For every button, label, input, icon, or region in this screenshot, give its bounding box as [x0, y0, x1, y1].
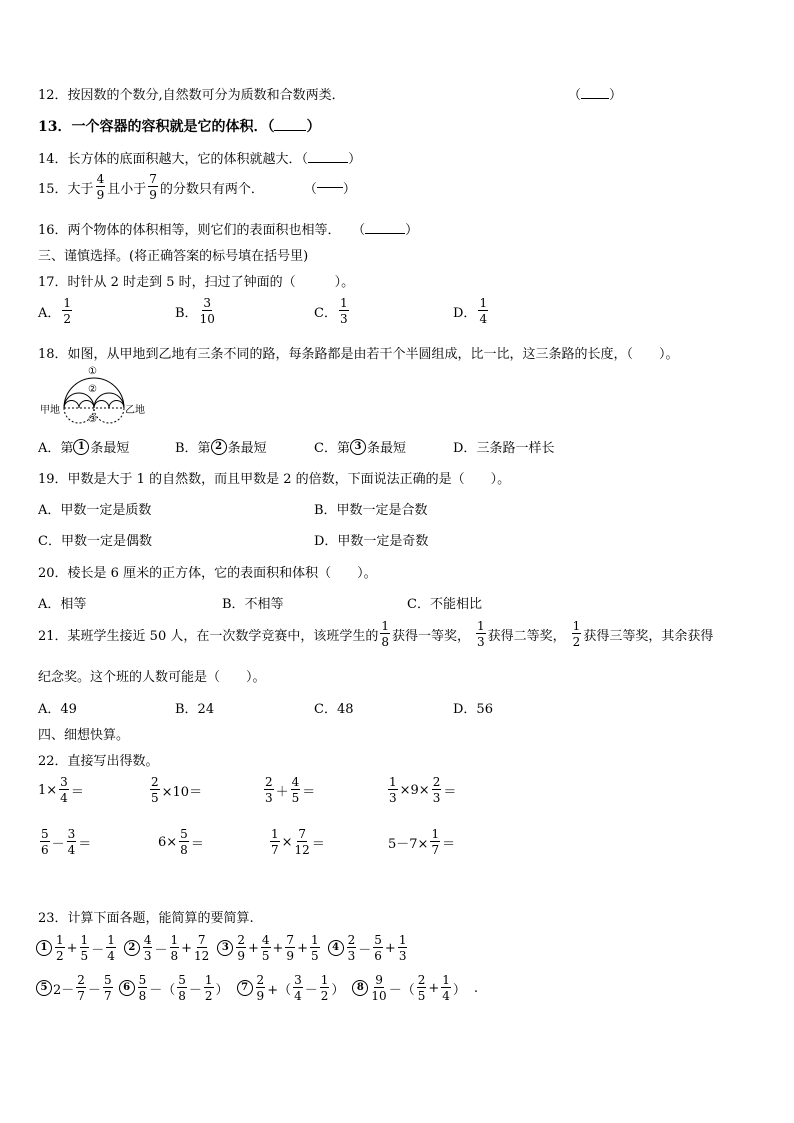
- question-22: [38, 750, 159, 769]
- option-c[interactable]: C．甲数一定是偶数: [38, 534, 152, 549]
- question-number: 17．: [38, 275, 68, 290]
- question-23: [38, 907, 254, 926]
- path-label-1: ①: [88, 366, 97, 377]
- question-number: 16．: [38, 223, 68, 238]
- question-17: [38, 271, 354, 290]
- question-number: 23．: [38, 911, 68, 926]
- option-d[interactable]: D．甲数一定是奇数: [314, 534, 429, 549]
- calc-22-3: $\frac{2}{3}$ ＋ $\frac{4}{5}$ ＝: [265, 775, 316, 805]
- question-number: 12．: [38, 88, 68, 103]
- question-16: 16．两个物体的体积相等，则它们的表面积也相等． （ ）: [38, 223, 419, 238]
- calc-22-2: $\frac{2}{5}$ ×10＝: [151, 775, 203, 805]
- calc-22-6: 6× $\frac{5}{8}$ ＝: [158, 827, 204, 857]
- calc-22-1: 1× $\frac{3}{4}$ ＝: [38, 775, 84, 805]
- answer-blank[interactable]: [274, 130, 306, 131]
- calc-22-5: $\frac{5}{6}$ － $\frac{3}{4}$ ＝: [41, 827, 92, 857]
- section-heading-4: 四、细想快算。: [38, 728, 130, 743]
- question-text: 直接写出得数。: [67, 754, 159, 769]
- question-text: 一个容器的容积就是它的体积．（: [71, 119, 275, 135]
- question-14: 14．长方体的底面积越大，它的体积就越大．（ ）: [38, 152, 362, 167]
- end-label: 乙地: [125, 405, 145, 416]
- question-number: 20．: [38, 566, 68, 581]
- path-label-3: ③: [88, 414, 97, 425]
- question-number: 22．: [38, 754, 68, 769]
- option-d[interactable]: D． $\frac{1}{4}$: [453, 296, 488, 326]
- option-c[interactable]: C． $\frac{1}{3}$: [314, 296, 348, 326]
- option-a[interactable]: A．49: [38, 702, 77, 717]
- question-19: [38, 468, 510, 487]
- option-b[interactable]: B．不相等: [222, 597, 284, 612]
- option-d[interactable]: D． 三条路一样长: [453, 441, 555, 456]
- calc-23-row1: 1 $\frac{1}{2}$ + $\frac{1}{5}$ － $\frac{1}{4}$ 2 $\frac{4}{3}$ － $\frac{1}{8}$ + $\frac{7}{12}$ 3 $\frac{2}{9}$ + $\frac{4}{5}$ + $\frac{7}{9}$ + $\frac{1}{5}$ 4 $\frac{2}{3}$ － $\frac{5}{6}$ + $\frac{1}{3}$: [36, 934, 409, 962]
- option-d[interactable]: D．56: [453, 702, 493, 717]
- question-18: [38, 343, 679, 362]
- option-a[interactable]: A．甲数一定是质数: [38, 503, 152, 518]
- question-text: 时针从 2 时走到 5 时，扫过了钟面的（ ）。: [67, 275, 355, 290]
- question-text: 长方体的底面积越大，它的体积就越大．（: [67, 152, 309, 167]
- question-text: 两个物体的体积相等，则它们的表面积也相等．: [67, 223, 341, 238]
- fraction: $\frac{7}{9}$: [149, 172, 157, 202]
- option-b[interactable]: B．24: [175, 702, 215, 717]
- option-b[interactable]: B． $\frac{3}{10}$: [175, 296, 215, 326]
- semicircle-paths-figure: [38, 364, 148, 426]
- question-15: 15． 大于 $\frac{4}{9}$ 且小于 $\frac{7}{9}$ 的分数只有两个． （ ）: [38, 172, 356, 202]
- question-21-line2: 纪念奖。这个班的人数可能是（ ）。: [38, 670, 266, 685]
- option-c[interactable]: C．48: [314, 702, 354, 717]
- option-a[interactable]: A．第 1 条最短: [38, 440, 130, 456]
- option-b[interactable]: B．甲数一定是合数: [314, 503, 428, 518]
- option-a[interactable]: A．相等: [38, 597, 87, 612]
- calc-22-7: $\frac{1}{7}$ × $\frac{7}{12}$ ＝: [271, 827, 325, 857]
- question-text: 按因数的个数分,自然数可分为质数和合数两类．: [67, 88, 345, 103]
- answer-blank[interactable]: [308, 162, 348, 163]
- option-a[interactable]: A． $\frac{1}{2}$: [38, 296, 72, 326]
- answer-blank[interactable]: [581, 98, 609, 99]
- question-text: 甲数是大于 1 的自然数，而且甲数是 2 的倍数，下面说法正确的是（ ）。: [67, 472, 511, 487]
- calc-22-8: 5－7× $\frac{1}{7}$ ＝: [388, 827, 456, 857]
- question-number: 15．: [38, 181, 68, 197]
- question-number: 14．: [38, 152, 68, 167]
- question-text: 计算下面各题，能简算的要简算.: [67, 911, 254, 926]
- question-text: 棱长是 6 厘米的正方体，它的表面积和体积（ ）。: [67, 566, 377, 581]
- calc-22-4: $\frac{1}{3}$ ×9× $\frac{2}{3}$ ＝: [389, 775, 457, 805]
- start-label: 甲地: [40, 405, 60, 416]
- question-number: 21．: [38, 628, 68, 644]
- answer-paren-12: （ ）: [568, 88, 623, 103]
- question-21: 21． 某班学生接近 50 人，在一次数学竞赛中，该班学生的 $\frac{1}{8}$ 获得一等奖， $\frac{1}{3}$ 获得二等奖， $\frac{1}{2}$ 获得三等奖，其余获得: [38, 619, 714, 649]
- question-number: 18．: [38, 347, 68, 362]
- question-number: 19．: [38, 472, 68, 487]
- option-b[interactable]: B．第 2 条最短: [175, 440, 267, 456]
- question-text: 如图，从甲地到乙地有三条不同的路，每条路都是由若干个半圆组成，比一比，这三条路的长度，（ ）。: [67, 347, 679, 362]
- calc-23-row2: 5 2－ $\frac{2}{7}$ － $\frac{5}{7}$ 6 $\frac{5}{8}$ －（ $\frac{5}{8}$ － $\frac{1}{2}$ ） 7 $\frac{2}{9}$ +（ $\frac{3}{4}$ － $\frac{1}{2}$ ） 8 $\frac{9}{10}$ －（ $\frac{2}{5}$ + $\frac{1}{4}$ ） .: [36, 974, 478, 1002]
- fraction: $\frac{4}{9}$: [96, 172, 105, 202]
- question-12: [38, 84, 345, 103]
- path-label-2: ②: [88, 384, 97, 395]
- option-c[interactable]: C．不能相比: [407, 597, 482, 612]
- question-13: 13．一个容器的容积就是它的体积．（ ）: [38, 119, 321, 135]
- answer-blank[interactable]: [317, 187, 343, 188]
- answer-blank[interactable]: [365, 233, 405, 234]
- section-heading-3: 三、谨慎选择。(将正确答案的标号填在括号里): [38, 249, 309, 264]
- question-20: [38, 562, 377, 581]
- question-number: 13．: [38, 119, 72, 135]
- option-c[interactable]: C．第 3 条最短: [314, 440, 406, 456]
